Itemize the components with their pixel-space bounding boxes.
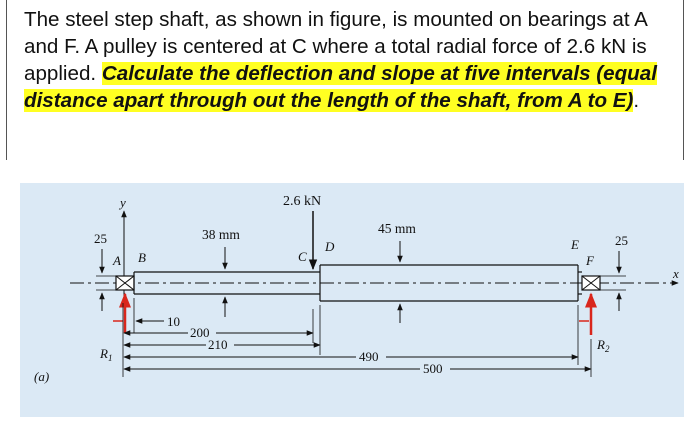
problem-intro: The steel step shaft, as shown in figure, is mounted on bearings at A and F. A pulley is centered at C where a total radial force of 2.6 kN is applied. [24, 8, 647, 85]
point-d-label: D [325, 239, 335, 254]
point-b-label: B [138, 250, 146, 265]
dim-210-label: 210 [208, 337, 228, 352]
point-a-label: A [113, 253, 121, 268]
load-label: 2.6 kN [283, 194, 322, 209]
dim-right-end-label: 25 [615, 233, 628, 248]
point-c-label: C [298, 249, 307, 264]
dia-right-label: 45 mm [378, 221, 416, 236]
point-e-label: E [571, 237, 579, 252]
x-axis-label: x [673, 266, 679, 281]
point-f-label: F [586, 253, 594, 268]
dim-10-label: 10 [167, 314, 180, 329]
shaft-figure [20, 183, 684, 417]
dia-left-label: 38 mm [202, 227, 240, 242]
reaction-r1-label: $R_1$ [100, 346, 113, 363]
problem-statement [24, 6, 684, 114]
dim-490-label: 490 [359, 349, 379, 364]
highlighted-task: Calculate the deflection and slope at five intervals (equal distance apart through out the length of the shaft, from A to E) [24, 62, 657, 112]
panel-label: (a) [34, 369, 50, 384]
shaft-diagram [20, 183, 684, 417]
dim-500-label: 500 [423, 361, 443, 376]
reaction-r2-label: $R_2$ [597, 337, 610, 354]
problem-end: . [633, 89, 640, 112]
dim-left-end-label: 25 [94, 231, 107, 246]
y-axis-label: y [120, 195, 126, 210]
dim-200-label: 200 [190, 325, 210, 340]
